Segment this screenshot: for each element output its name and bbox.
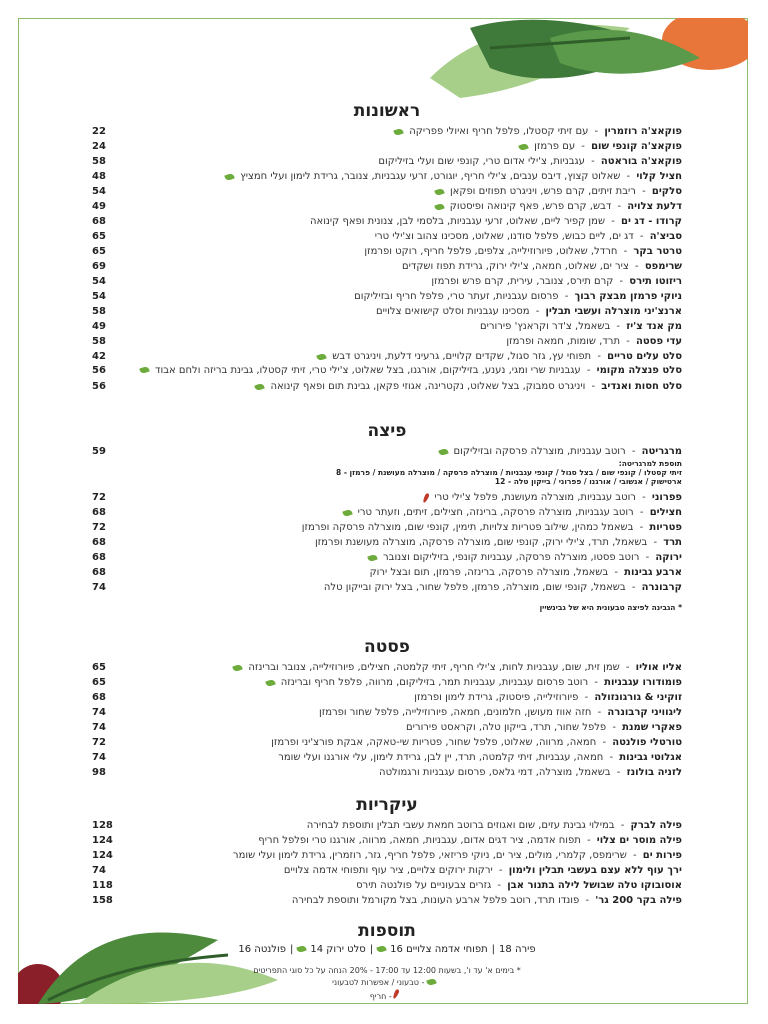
item-description: חמאה, עגבניות, זיתי קלמטה, תרד, יין לבן, גרידת לימון, עלי אורגנו ועלי שומר <box>278 752 604 763</box>
leaf-icon <box>434 187 445 196</box>
menu-item: פירות ים - שרימפס, קלמרי, מולים, ציר ים, ניוקי פריזאי, פלפל חריף, גזר, רוזמרין, גרידת לימון ועלי שומר 124 <box>92 850 682 861</box>
item-name: קרודו - דג ים <box>621 216 682 227</box>
item-name: אליו אוליו <box>635 662 682 673</box>
item-price: 74 <box>92 722 106 733</box>
menu-item: קרודו - דג ים - שמן קפיר ליים, שאלוט, זרעי עגבניות, בלסמי לבן, צנונית ופאף קינואה 68 <box>92 216 682 227</box>
menu-item: פילה בקר 200 גר' - פונדו תרד, רוטב פלפל ארבע העונות, בצל מקורמל ותוספת לבחירה 158 <box>92 895 682 906</box>
item-description: פיורוזילייה, פיסטוק, גרידת לימון ופרמזן <box>414 692 579 703</box>
menu-item: פוקאצ'ה רוזמרין - עם זיתי קסטלו, פלפל חריף ואיולי פפריקה 22 <box>92 126 682 137</box>
item-price: 74 <box>92 582 106 593</box>
item-name: סלט עלים טריים <box>607 351 682 362</box>
item-price: 56 <box>92 365 106 376</box>
item-price: 118 <box>92 880 113 891</box>
item-name: שרימפס <box>644 261 682 272</box>
item-price: 56 <box>92 381 106 392</box>
separator: | <box>491 944 496 955</box>
menu-item: פאקרי שמנת - פלפל שחור, תרד, בייקון טלה, וקראסט פירורים 74 <box>92 722 682 733</box>
item-name: פפרוני <box>651 492 682 503</box>
leaf-icon <box>316 352 327 361</box>
menu-item: ליגוויני קרבונרה - חזה אווז מעושן, חלמונים, חמאה, פיורוזילייה, פלפל שחור ופרמזן 74 <box>92 707 682 718</box>
item-name: סלט פנצלה מקומי <box>596 365 682 376</box>
menu-item: דלעת צלויה - דבש, קרם פרש, פאף קינואה ופיסטוק 49 <box>92 201 682 212</box>
item-name: דלעת צלויה <box>627 201 682 212</box>
item-price: 65 <box>92 246 106 257</box>
menu-item: זוקיני & גורגונזולה - פיורוזילייה, פיסטוק, גרידת לימון ופרמזן 68 <box>92 692 682 703</box>
addons-line <box>92 944 682 955</box>
leaf-icon <box>438 447 449 456</box>
menu-item: ארנצ'יני מוצרלה ועשבי תבלין - מסכינו עגבניות וסלט קישואים צלויים 58 <box>92 306 682 317</box>
mains-list <box>92 818 682 908</box>
menu-item: עדי פסטה - תרד, שומות, חמאה ופרמזן 58 <box>92 336 682 347</box>
menu-item: סלט חסות ואנדיב - ויניגרט סמבוק, בצל שאלוט, נקטרינה, אגוזי פקאן, גבינת תום ופאף קינואה 56 <box>92 381 682 392</box>
item-price: 68 <box>92 537 106 548</box>
item-name: פטריות <box>649 522 682 533</box>
item-description: תרד, שומות, חמאה ופרמזן <box>506 336 621 347</box>
item-description: פלפל שחור, תרד, בייקון טלה, וקראסט פירורים <box>406 722 607 733</box>
section-title-addons: תוספות <box>358 921 416 941</box>
item-name: חצילים <box>649 507 682 518</box>
item-name: פומודורו עגבניות <box>604 677 682 688</box>
item-name: ארנצ'יני מוצרלה ועשבי תבלין <box>545 306 682 317</box>
item-description: עם זיתי קסטלו, פלפל חריף ואיולי פפריקה <box>409 126 589 137</box>
menu-item: חציל קלוי - שאלוט קצוץ, דיבס ענבים, צ'ילי חריף, יוגורט, זרעי עגבניות, צנובר, גרידת לימון ועלי חמציץ 48 <box>92 171 682 182</box>
item-price: 68 <box>92 552 106 563</box>
item-price: 72 <box>92 522 106 533</box>
menu-item: תרד - בשאמל, תרד, צ'ילי ירוק, קונפי שום, מוצרלה פרסקה, מוצרלה מעושנת ופרמזן 68 <box>92 537 682 548</box>
item-description: חזה אווז מעושן, חלמונים, חמאה, פיורוזילייה, פלפל שחור ופרמזן <box>319 707 592 718</box>
item-description: בשאמל, מוצרלה, דמי גלאס, פרסום עגבניות ורגמולטה <box>379 767 611 778</box>
item-description: בשאמל כמהין, שילוב פטריות צלויות, תימין, קונפי שום, מוצרלה פרסקה ופרמזן <box>301 522 634 533</box>
item-name: חציל קלוי <box>636 171 682 182</box>
item-description: רוטב עגבניות, מוצרלה פרסקה, ברינזה, חצילים, זיתים, וזעתר טרי <box>357 507 634 518</box>
item-price: 42 <box>92 351 106 362</box>
footer-vegan-legend: - טבעוני / אפשרות לטבעוני <box>92 977 682 989</box>
item-description: בשאמל, צ'דר וקראנץ' פירורים <box>480 321 611 332</box>
menu-item: טורטלי פולנטה - חמאה, מרווה, שאלוט, פלפל שחור, פטריות שי-טאקה, אבקת פורצ'יני ופרמזן 72 <box>92 737 682 748</box>
item-description: דג ים, ליים כבוש, פלפל סודנו, שאלוט, מסכינו צהוב וצ'ילי טרי <box>374 231 634 242</box>
item-price: 65 <box>92 677 106 688</box>
item-description: תפוח אדמה, ציר דגים אדום, עגבניות, חמאה, מרווה, אורגנו טרי ופלפל חריף <box>258 835 581 846</box>
leaf-icon <box>139 366 150 375</box>
item-price: 98 <box>92 767 106 778</box>
menu-item: פטריות - בשאמל כמהין, שילוב פטריות צלויות, תימין, קונפי שום, מוצרלה פרסקה ופרמזן 72 <box>92 522 682 533</box>
item-price: 68 <box>92 216 106 227</box>
item-price: 74 <box>92 752 106 763</box>
pizza-margherita-list <box>92 444 682 459</box>
item-description: בשאמל, תרד, צ'ילי ירוק, קונפי שום, מוצרלה פרסקה, מוצרלה מעושנת ופרמזן <box>314 537 648 548</box>
item-name: טרטר בקר <box>633 246 682 257</box>
item-description: רוטב פסטו, מוצרלה פרסקה, עגבניות קונפי, בזיליקום וצנובר <box>383 552 640 563</box>
section-title-pasta: פסטה <box>364 637 410 657</box>
leaf-icon <box>297 945 308 954</box>
menu-item: פוקאצ'ה בוראטה - עגבניות, צ'ילי אדום טרי, קונפי שום ועלי בזיליקום 58 <box>92 156 682 167</box>
item-name: מרגריטה <box>641 446 682 457</box>
leaf-icon <box>225 172 236 181</box>
item-description: חמאה, מרווה, שאלוט, פלפל שחור, פטריות שי-טאקה, אבקת פורצ'יני ופרמזן <box>271 737 597 748</box>
item-name: פוקאצ'ה רוזמרין <box>604 126 682 137</box>
item-description: בשאמל, קונפי שום, מוצרלה, פרמזן, פלפל שחור, בצל ירוק ובייקון טלה <box>323 582 626 593</box>
item-name: קרבונרה <box>641 582 682 593</box>
menu-item: פילה מוסר ים צלוי - תפוח אדמה, ציר דגים אדום, עגבניות, חמאה, מרווה, אורגנו טרי ופלפל חריף 124 <box>92 835 682 846</box>
menu-item: ירוקה - רוטב פסטו, מוצרלה פרסקה, עגבניות קונפי, בזיליקום וצנובר 68 <box>92 552 682 563</box>
item-name: מק אנד צ'יז <box>626 321 682 332</box>
pizza-extras-title: תוספת למרגריטה: <box>618 459 682 468</box>
item-price: 49 <box>92 201 106 212</box>
item-description: עם פרמזן <box>534 141 576 152</box>
item-name: פאקרי שמנת <box>622 722 682 733</box>
addon-item: תפוחי אדמה צלויים 16 <box>390 944 488 955</box>
item-price: 58 <box>92 156 106 167</box>
menu-item: לזניה בולונז - בשאמל, מוצרלה, דמי גלאס, פרסום עגבניות ורגמולטה 98 <box>92 767 682 778</box>
menu-item: ירך עוף ללא עצם בעשבי תבלין ולימון - ירקות ירוקים צלויים, ציר עוף ותפוחי אדמה צלויים 74 <box>92 865 682 876</box>
menu-item: פומודורו עגבניות - רוטב פרסום עגבניות, עגבניות תמר, בזיליקום, מרווה, פלפל חריף וברינזה 65 <box>92 677 682 688</box>
item-description: רוטב עגבניות, מוצרלה מעושנת, פלפל צ'ילי טרי <box>434 492 636 503</box>
pizza-extras-line2: ארטישוק / אנשובי / אורגנו / פפרוני / בייקון טלה - 12 <box>494 477 682 486</box>
item-price: 54 <box>92 186 106 197</box>
menu-item: סביצ'ה - דג ים, ליים כבוש, פלפל סודנו, שאלוט, מסכינו צהוב וצ'ילי טרי 65 <box>92 231 682 242</box>
leaf-icon <box>376 945 387 954</box>
item-name: פירות ים <box>642 850 682 861</box>
addon-item: פולנטה 16 <box>238 944 286 955</box>
addon-item: פירה 18 <box>499 944 536 955</box>
chili-icon <box>422 492 430 503</box>
item-description: במילוי גבינת עזים, שום ואגוזים ברוטב חמאת עשבי תבלין ותוספת לבחירה <box>306 820 615 831</box>
leaf-icon <box>265 678 276 687</box>
item-price: 128 <box>92 820 113 831</box>
item-name: סלט חסות ואנדיב <box>601 381 682 392</box>
item-name: פוקאצ'ה קונפי שום <box>591 141 682 152</box>
menu-item: קרבונרה - בשאמל, קונפי שום, מוצרלה, פרמזן, פלפל שחור, בצל ירוק ובייקון טלה 74 <box>92 582 682 593</box>
menu-item: אוסובוקו טלה שבושל לילה בתנור אבן - גזרים צבעוניים על פולנטה תירס 118 <box>92 880 682 891</box>
pizza-footnote: * הגבינה לפיצה טבעונית היא של גבינשיין <box>539 603 682 612</box>
item-name: אגלוטי גבינות <box>619 752 682 763</box>
item-price: 68 <box>92 567 106 578</box>
menu-item: אגלוטי גבינות - חמאה, עגבניות, זיתי קלמטה, תרד, יין לבן, גרידת לימון, עלי אורגנו ועלי שומר 74 <box>92 752 682 763</box>
item-price: 74 <box>92 865 106 876</box>
item-name: ירך עוף ללא עצם בעשבי תבלין ולימון <box>508 865 682 876</box>
menu-item: טרטר בקר - חרדל, שאלוט, פיורוזילייה, צלפים, פלפל חריף, רוקט ופרמזן 65 <box>92 246 682 257</box>
item-name: ארבע גבינות <box>624 567 682 578</box>
item-name: ניוקי פרמזן מבצק רבוך <box>574 291 682 302</box>
item-price: 69 <box>92 261 106 272</box>
item-name: סביצ'ה <box>649 231 682 242</box>
item-description: פרסום עגבניות, זעתר טרי, פלפל חריף ובזיליקום <box>354 291 559 302</box>
item-name: עדי פסטה <box>635 336 682 347</box>
item-price: 58 <box>92 306 106 317</box>
menu-content <box>92 100 682 1003</box>
item-price: 68 <box>92 507 106 518</box>
footer-hours: * בימים א' עד ו', בשעות 12:00 עד 17:00 - 20% הנחה על כל סוגי התפריטים <box>253 966 521 975</box>
menu-item: סלקים - ריבת זיתים, קרם פרש, ויניגרט תפוזים ופקאן 54 <box>92 186 682 197</box>
item-price: 59 <box>92 446 106 457</box>
item-description: פונדו תרד, רוטב פלפל ארבע העונות, בצל מקורמל ותוספת לבחירה <box>291 895 580 906</box>
menu-item: ארבע גבינות - בשאמל, מוצרלה פרסקה, ברינזה, פרמזן, תום ובצל ירוק 68 <box>92 567 682 578</box>
item-price: 22 <box>92 126 106 137</box>
chili-icon <box>392 989 400 1000</box>
item-description: עגבניות, צ'ילי אדום טרי, קונפי שום ועלי בזיליקום <box>378 156 585 167</box>
separator: | <box>369 944 374 955</box>
item-price: 124 <box>92 835 113 846</box>
leaf-icon <box>393 127 404 136</box>
item-description: שרימפס, קלמרי, מולים, ציר ים, ניוקי פריזאי, פלפל חריף, גזר, רוזמרין, גרידת לימון ועלי שומר <box>232 850 627 861</box>
item-name: ליגוויני קרבונרה <box>607 707 682 718</box>
item-name: זוקיני & גורגונזולה <box>594 692 682 703</box>
leaf-icon <box>233 663 244 672</box>
item-description: ציר ים, שאלוט, חמאה, צ'ילי ירוק, גרידת תפוז ושקדים <box>402 261 629 272</box>
menu-item: ניוקי פרמזן מבצק רבוך - פרסום עגבניות, זעתר טרי, פלפל חריף ובזיליקום 54 <box>92 291 682 302</box>
item-name: ריזוטו תירס <box>629 276 682 287</box>
menu-item: סלט עלים טריים - תפוחי עץ, גזר סגול, שקדים קלויים, גרעיני דלעת, ויניגרט דבש 42 <box>92 351 682 362</box>
footer-spicy-legend: - חריף <box>92 989 682 1003</box>
item-price: 72 <box>92 492 106 503</box>
item-name: תרד <box>663 537 682 548</box>
item-name: טורטלי פולנטה <box>612 737 682 748</box>
item-description: גזרים צבעוניים על פולנטה תירס <box>356 880 492 891</box>
item-name: פילה לברק <box>630 820 682 831</box>
menu-item: מרגריטה - רוטב עגבניות, מוצרלה פרסקה ובזיליקום 59 <box>92 446 682 457</box>
footer-notes <box>92 965 682 1003</box>
addon-item: סלט ירוק 14 <box>310 944 366 955</box>
pasta-list <box>92 660 682 780</box>
leaf-icon <box>255 382 266 391</box>
item-description: רוטב פרסום עגבניות, עגבניות תמר, בזיליקום, מרווה, פלפל חריף וברינזה <box>280 677 589 688</box>
menu-item: חצילים - רוטב עגבניות, מוצרלה פרסקה, ברינזה, חצילים, זיתים, וזעתר טרי 68 <box>92 507 682 518</box>
item-name: פילה מוסר ים צלוי <box>596 835 682 846</box>
item-description: קרם תירס, צנובר, עירית, קרם פרש ופרמזן <box>431 276 614 287</box>
menu-item: ריזוטו תירס - קרם תירס, צנובר, עירית, קרם פרש ופרמזן 54 <box>92 276 682 287</box>
item-price: 49 <box>92 321 106 332</box>
section-title-mains: עיקריות <box>356 795 418 815</box>
item-description: עגבניות שרי ומגי, נענע, בזיליקום, אורגנו, בצל שאלוט, צ'ילי טרי, זיתי קסטלו, גבינת בריזה ולחם אבוד <box>155 365 581 376</box>
item-description: שמן זית, שום, עגבניות לחות, צ'ילי חריף, זיתי קלמטה, חצילים, פיורוזילייה, צנובר וברינזה <box>248 662 620 673</box>
item-name: פילה בקר 200 גר' <box>595 895 682 906</box>
menu-item: פפרוני - רוטב עגבניות, מוצרלה מעושנת, פלפל צ'ילי טרי 72 <box>92 492 682 503</box>
item-description: מסכינו עגבניות וסלט קישואים צלויים <box>376 306 530 317</box>
item-description: דבש, קרם פרש, פאף קינואה ופיסטוק <box>449 201 612 212</box>
item-description: ירקות ירוקים צלויים, ציר עוף ותפוחי אדמה צלויים <box>283 865 493 876</box>
item-price: 24 <box>92 141 106 152</box>
menu-item: אליו אוליו - שמן זית, שום, עגבניות לחות, צ'ילי חריף, זיתי קלמטה, חצילים, פיורוזילייה, צנובר וברינזה 65 <box>92 662 682 673</box>
item-description: שאלוט קצוץ, דיבס ענבים, צ'ילי חריף, יוגורט, זרעי עגבניות, צנובר, גרידת לימון ועלי חמציץ <box>240 171 621 182</box>
item-description: חרדל, שאלוט, פיורוזילייה, צלפים, פלפל חריף, רוקט ופרמזן <box>364 246 618 257</box>
item-description: ויניגרט סמבוק, בצל שאלוט, נקטרינה, אגוזי פקאן, גבינת תום ופאף קינואה <box>270 381 586 392</box>
starters-list <box>92 124 682 394</box>
menu-item: סלט פנצלה מקומי - עגבניות שרי ומגי, נענע, בזיליקום, אורגנו, בצל שאלוט, צ'ילי טרי, זיתי קסטלו, גבינת בריזה ולחם אבוד 56 <box>92 365 682 376</box>
item-price: 74 <box>92 707 106 718</box>
menu-item: שרימפס - ציר ים, שאלוט, חמאה, צ'ילי ירוק, גרידת תפוז ושקדים 69 <box>92 261 682 272</box>
leaf-icon <box>342 508 353 517</box>
item-price: 158 <box>92 895 113 906</box>
item-price: 72 <box>92 737 106 748</box>
menu-item: מק אנד צ'יז - בשאמל, צ'דר וקראנץ' פירורים 49 <box>92 321 682 332</box>
item-name: פוקאצ'ה בוראטה <box>600 156 682 167</box>
item-price: 58 <box>92 336 106 347</box>
item-description: תפוחי עץ, גזר סגול, שקדים קלויים, גרעיני דלעת, ויניגרט דבש <box>332 351 592 362</box>
item-price: 65 <box>92 231 106 242</box>
item-price: 68 <box>92 692 106 703</box>
item-name: אוסובוקו טלה שבושל לילה בתנור אבן <box>507 880 682 891</box>
pizza-list <box>92 490 682 595</box>
item-description: בשאמל, מוצרלה פרסקה, ברינזה, פרמזן, תום ובצל ירוק <box>369 567 609 578</box>
item-price: 65 <box>92 662 106 673</box>
leaf-icon <box>434 202 445 211</box>
leaf-icon <box>518 142 529 151</box>
separator: | <box>289 944 294 955</box>
leaf-icon <box>367 553 378 562</box>
item-price: 54 <box>92 291 106 302</box>
item-price: 54 <box>92 276 106 287</box>
item-description: רוטב עגבניות, מוצרלה פרסקה ובזיליקום <box>453 446 626 457</box>
item-description: שמן קפיר ליים, שאלוט, זרעי עגבניות, בלסמי לבן, צנונית ופאף קינואה <box>309 216 606 227</box>
item-name: לזניה בולונז <box>626 767 682 778</box>
section-title-starters: ראשונות <box>353 101 421 121</box>
item-description: ריבת זיתים, קרם פרש, ויניגרט תפוזים ופקאן <box>449 186 636 197</box>
pizza-extras-line1: זיתי קסטלו / קונפי שום / בצל סגול / קונפי עגבניות / מוצרלה פרסקה / מוצרלה מעושנת / פרמזן - 8 <box>336 468 682 477</box>
item-price: 124 <box>92 850 113 861</box>
item-name: סלקים <box>651 186 682 197</box>
leaf-icon <box>426 978 437 987</box>
item-name: ירוקה <box>655 552 682 563</box>
menu-item: פילה לברק - במילוי גבינת עזים, שום ואגוזים ברוטב חמאת עשבי תבלין ותוספת לבחירה 128 <box>92 820 682 831</box>
item-price: 48 <box>92 171 106 182</box>
section-title-pizza: פיצה <box>367 421 407 441</box>
menu-item: פוקאצ'ה קונפי שום - עם פרמזן 24 <box>92 141 682 152</box>
